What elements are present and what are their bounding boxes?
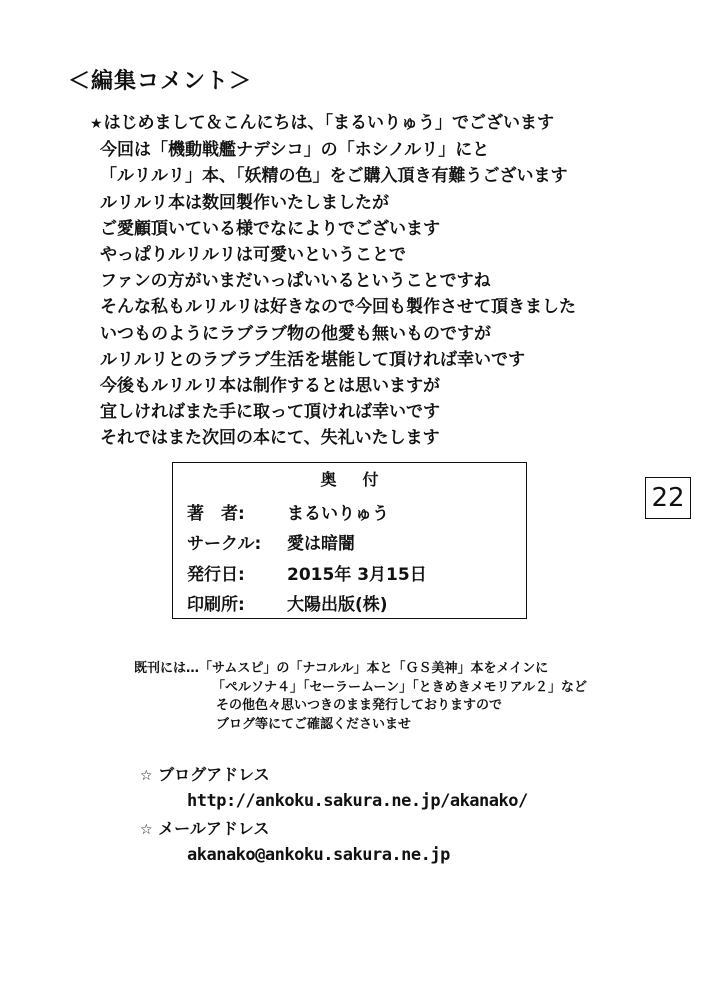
comment-line: ご愛顧頂いている様でなによりでございます <box>100 218 440 239</box>
editor-comment-body <box>90 110 576 452</box>
editor-comment-heading: ＜編集コメント＞ <box>68 69 253 94</box>
circle-value: 愛は暗闇 <box>287 534 355 554</box>
colophon-printer-row <box>187 590 388 615</box>
printer-value: 大陽出版(株) <box>287 595 388 615</box>
star-outline-icon: ☆ <box>140 768 153 784</box>
comment-line: ファンの方がいまだいっぱいいるということですね <box>100 271 491 292</box>
blog-address-label-text: ブログアドレス <box>158 765 270 784</box>
author-label: 著 者: <box>187 504 245 524</box>
previous-works-note <box>134 660 587 734</box>
star-outline-icon: ☆ <box>140 822 153 838</box>
colophon-author-row <box>187 499 389 524</box>
printer-label: 印刷所: <box>187 595 245 615</box>
mail-address-label-text: メールアドレス <box>158 819 270 838</box>
comment-line: それではまた次回の本にて、失礼いたします <box>100 428 440 449</box>
comment-line: ルリルリとのラブラブ生活を堪能して頂ければ幸いです <box>100 349 525 370</box>
mail-address-link[interactable]: akanako@ankoku.sakura.ne.jp <box>187 845 450 865</box>
comment-line: 今後もルリルリ本は制作するとは思いますが <box>100 376 440 397</box>
comment-line: 宜しければまた手に取って頂ければ幸いです <box>100 402 440 423</box>
comment-line: ルリルリ本は数回製作いたしましたが <box>100 192 389 213</box>
comment-line: いつものようにラブラブ物の他愛も無いものですが <box>100 323 491 344</box>
page-number: 22 <box>645 477 691 519</box>
colophon-title: 奥付 <box>320 470 405 489</box>
comment-line: 「ルリルリ」本、「妖精の色」をご購入頂き有難うございます <box>100 166 568 187</box>
circle-label: サークル: <box>187 534 262 554</box>
previous-works-line: 「ペルソナ４」「セーラームーン」「ときめきメモリアル２」など <box>212 679 588 695</box>
previous-works-line: 既刊には…「サムスピ」の「ナコルル」本と「ＧＳ美神」本をメインに <box>134 661 549 676</box>
date-label: 発行日: <box>187 565 245 585</box>
comment-line <box>90 110 576 137</box>
colophon-box <box>172 462 527 619</box>
colophon-date-row <box>187 560 427 585</box>
blog-url-link[interactable]: http://ankoku.sakura.ne.jp/akanako/ <box>187 791 528 811</box>
comment-line-text: はじめまして＆こんにちは、「まるいりゅう」でございます <box>103 113 555 133</box>
star-filled-icon: ★ <box>90 116 103 132</box>
comment-line: やっぱりルリルリは可愛いということで <box>100 245 406 266</box>
mail-address-label <box>140 816 269 839</box>
comment-line: そんな私もルリルリは好きなので今回も製作させて頂きました <box>100 297 576 318</box>
blog-address-label <box>140 762 270 785</box>
colophon-circle-row <box>187 529 355 554</box>
previous-works-line: その他色々思いつきのまま発行しておりますので <box>216 698 503 713</box>
comment-line: 今回は「機動戦艦ナデシコ」の「ホシノルリ」にと <box>100 140 490 161</box>
date-value: 2015年 3月15日 <box>287 565 427 585</box>
author-value: まるいりゅう <box>287 504 389 524</box>
previous-works-line: ブログ等にてご確認くださいませ <box>216 716 412 732</box>
